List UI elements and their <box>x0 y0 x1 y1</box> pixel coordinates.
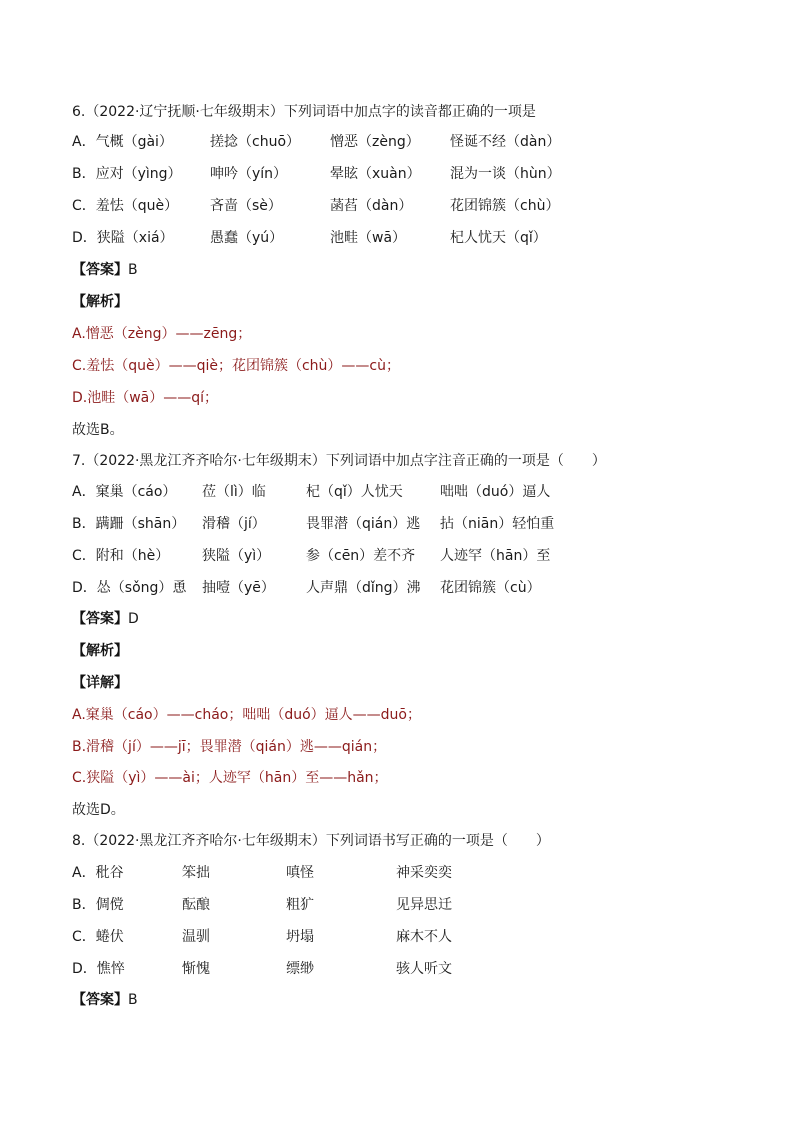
option-text: B．蹒跚（shān） <box>72 516 186 532</box>
option-text: 麻木不人 <box>396 929 452 945</box>
question-8-option-a <box>72 862 592 884</box>
option-text: C．蜷伏 <box>72 929 124 945</box>
option-text: 呻吟（yín） <box>210 166 288 182</box>
option-text: 愚蠢（yú） <box>210 230 284 246</box>
option-text: 嗔怪 <box>286 865 314 881</box>
option-text: 吝啬（sè） <box>210 198 282 214</box>
option-text: 杞（qǐ）人忧天 <box>306 484 403 500</box>
question-8-stem: 8.（2022·黑龙江齐齐哈尔·七年级期末）下列词语书写正确的一项是（ ） <box>72 833 550 849</box>
question-7-stem: 7.（2022·黑龙江齐齐哈尔·七年级期末）下列词语中加点字注音正确的一项是（ ） <box>72 453 606 469</box>
option-text: 温驯 <box>182 929 210 945</box>
option-text: 咄咄（duó）逼人 <box>440 484 551 500</box>
question-7-analysis-tag: 【解析】 <box>72 643 128 659</box>
option-text: 惭愧 <box>182 961 210 977</box>
option-text: 莅（lì）临 <box>202 484 266 500</box>
question-7-option-b <box>72 513 632 535</box>
question-8-option-d <box>72 958 592 980</box>
answer-value: D <box>128 611 139 627</box>
question-6-analysis-tag: 【解析】 <box>72 294 128 310</box>
option-text: 人声鼎（dǐng）沸 <box>306 580 421 596</box>
option-text: 花团锦簇（chù） <box>450 198 560 214</box>
question-7-detail-tag: 【详解】 <box>72 675 128 691</box>
option-text: 憎恶（zèng） <box>330 134 420 150</box>
option-text: 参（cēn）差不齐 <box>306 548 416 564</box>
question-7-conclusion: 故选D。 <box>72 802 125 818</box>
option-text: 杞人忧天（qǐ） <box>450 230 547 246</box>
answer-tag: 【答案】 <box>72 992 128 1008</box>
option-text: C．附和（hè） <box>72 548 170 564</box>
answer-tag: 【答案】 <box>72 262 128 278</box>
question-6-stem: 6.（2022·辽宁抚顺·七年级期末）下列词语中加点字的读音都正确的一项是 <box>72 104 536 120</box>
option-text: 神采奕奕 <box>396 865 452 881</box>
option-text: 坍塌 <box>286 929 314 945</box>
option-text: 抽噎（yē） <box>202 580 275 596</box>
option-text: D．狭隘（xiá） <box>72 230 174 246</box>
question-6-answer <box>72 259 138 281</box>
option-text: 见异思迁 <box>396 897 452 913</box>
question-6-option-a <box>72 131 632 153</box>
question-6-analysis-line: A.憎恶（zèng）——zēng； <box>72 326 252 342</box>
question-6-option-d <box>72 227 632 249</box>
option-text: 拈（niān）轻怕重 <box>440 516 555 532</box>
option-text: 畏罪潜（qián）逃 <box>306 516 421 532</box>
question-7-option-c <box>72 545 632 567</box>
option-text: 缥缈 <box>286 961 314 977</box>
option-text: A．气概（gài） <box>72 134 173 150</box>
question-7-analysis-line: A.窠巢（cáo）——cháo；咄咄（duó）逼人——duō； <box>72 707 421 723</box>
question-7-option-a <box>72 481 632 503</box>
option-text: 狭隘（yì） <box>202 548 271 564</box>
option-text: 骇人听文 <box>396 961 452 977</box>
option-text: D．憔悴 <box>72 961 125 977</box>
question-7-analysis-line: C.狭隘（yì）——ài；人迹罕（hān）至——hǎn； <box>72 770 388 786</box>
option-text: 笨拙 <box>182 865 210 881</box>
option-text: 菡萏（dàn） <box>330 198 413 214</box>
question-8-answer <box>72 989 138 1011</box>
option-text: B．应对（yìng） <box>72 166 182 182</box>
question-7-analysis-line: B.滑稽（jí）——jī；畏罪潜（qián）逃——qián； <box>72 739 387 755</box>
question-8-option-b <box>72 894 592 916</box>
answer-tag: 【答案】 <box>72 611 128 627</box>
option-text: A．窠巢（cáo） <box>72 484 177 500</box>
option-text: B．倜傥 <box>72 897 124 913</box>
question-6-analysis-line: C.羞怯（què）——qiè；花团锦簇（chù）——cù； <box>72 358 401 374</box>
option-text: A．秕谷 <box>72 865 124 881</box>
option-text: 粗犷 <box>286 897 314 913</box>
option-text: C．羞怯（què） <box>72 198 179 214</box>
option-text: 晕眩（xuàn） <box>330 166 421 182</box>
question-6-option-c <box>72 195 632 217</box>
option-text: 酝酿 <box>182 897 210 913</box>
question-6-option-b <box>72 163 632 185</box>
question-6-analysis-line: D.池畦（wā）——qí； <box>72 390 219 406</box>
option-text: 池畦（wā） <box>330 230 407 246</box>
question-8-option-c <box>72 926 592 948</box>
question-7-option-d <box>72 577 632 599</box>
question-6-conclusion: 故选B。 <box>72 422 124 438</box>
option-text: 怪诞不经（dàn） <box>450 134 561 150</box>
answer-value: B <box>128 262 138 278</box>
option-text: 花团锦簇（cù） <box>440 580 541 596</box>
answer-value: B <box>128 992 138 1008</box>
option-text: 人迹罕（hān）至 <box>440 548 551 564</box>
option-text: 混为一谈（hùn） <box>450 166 561 182</box>
option-text: D．怂（sǒng）恿 <box>72 580 187 596</box>
option-text: 搓捻（chuō） <box>210 134 301 150</box>
question-7-answer <box>72 608 139 630</box>
option-text: 滑稽（jí） <box>202 516 266 532</box>
